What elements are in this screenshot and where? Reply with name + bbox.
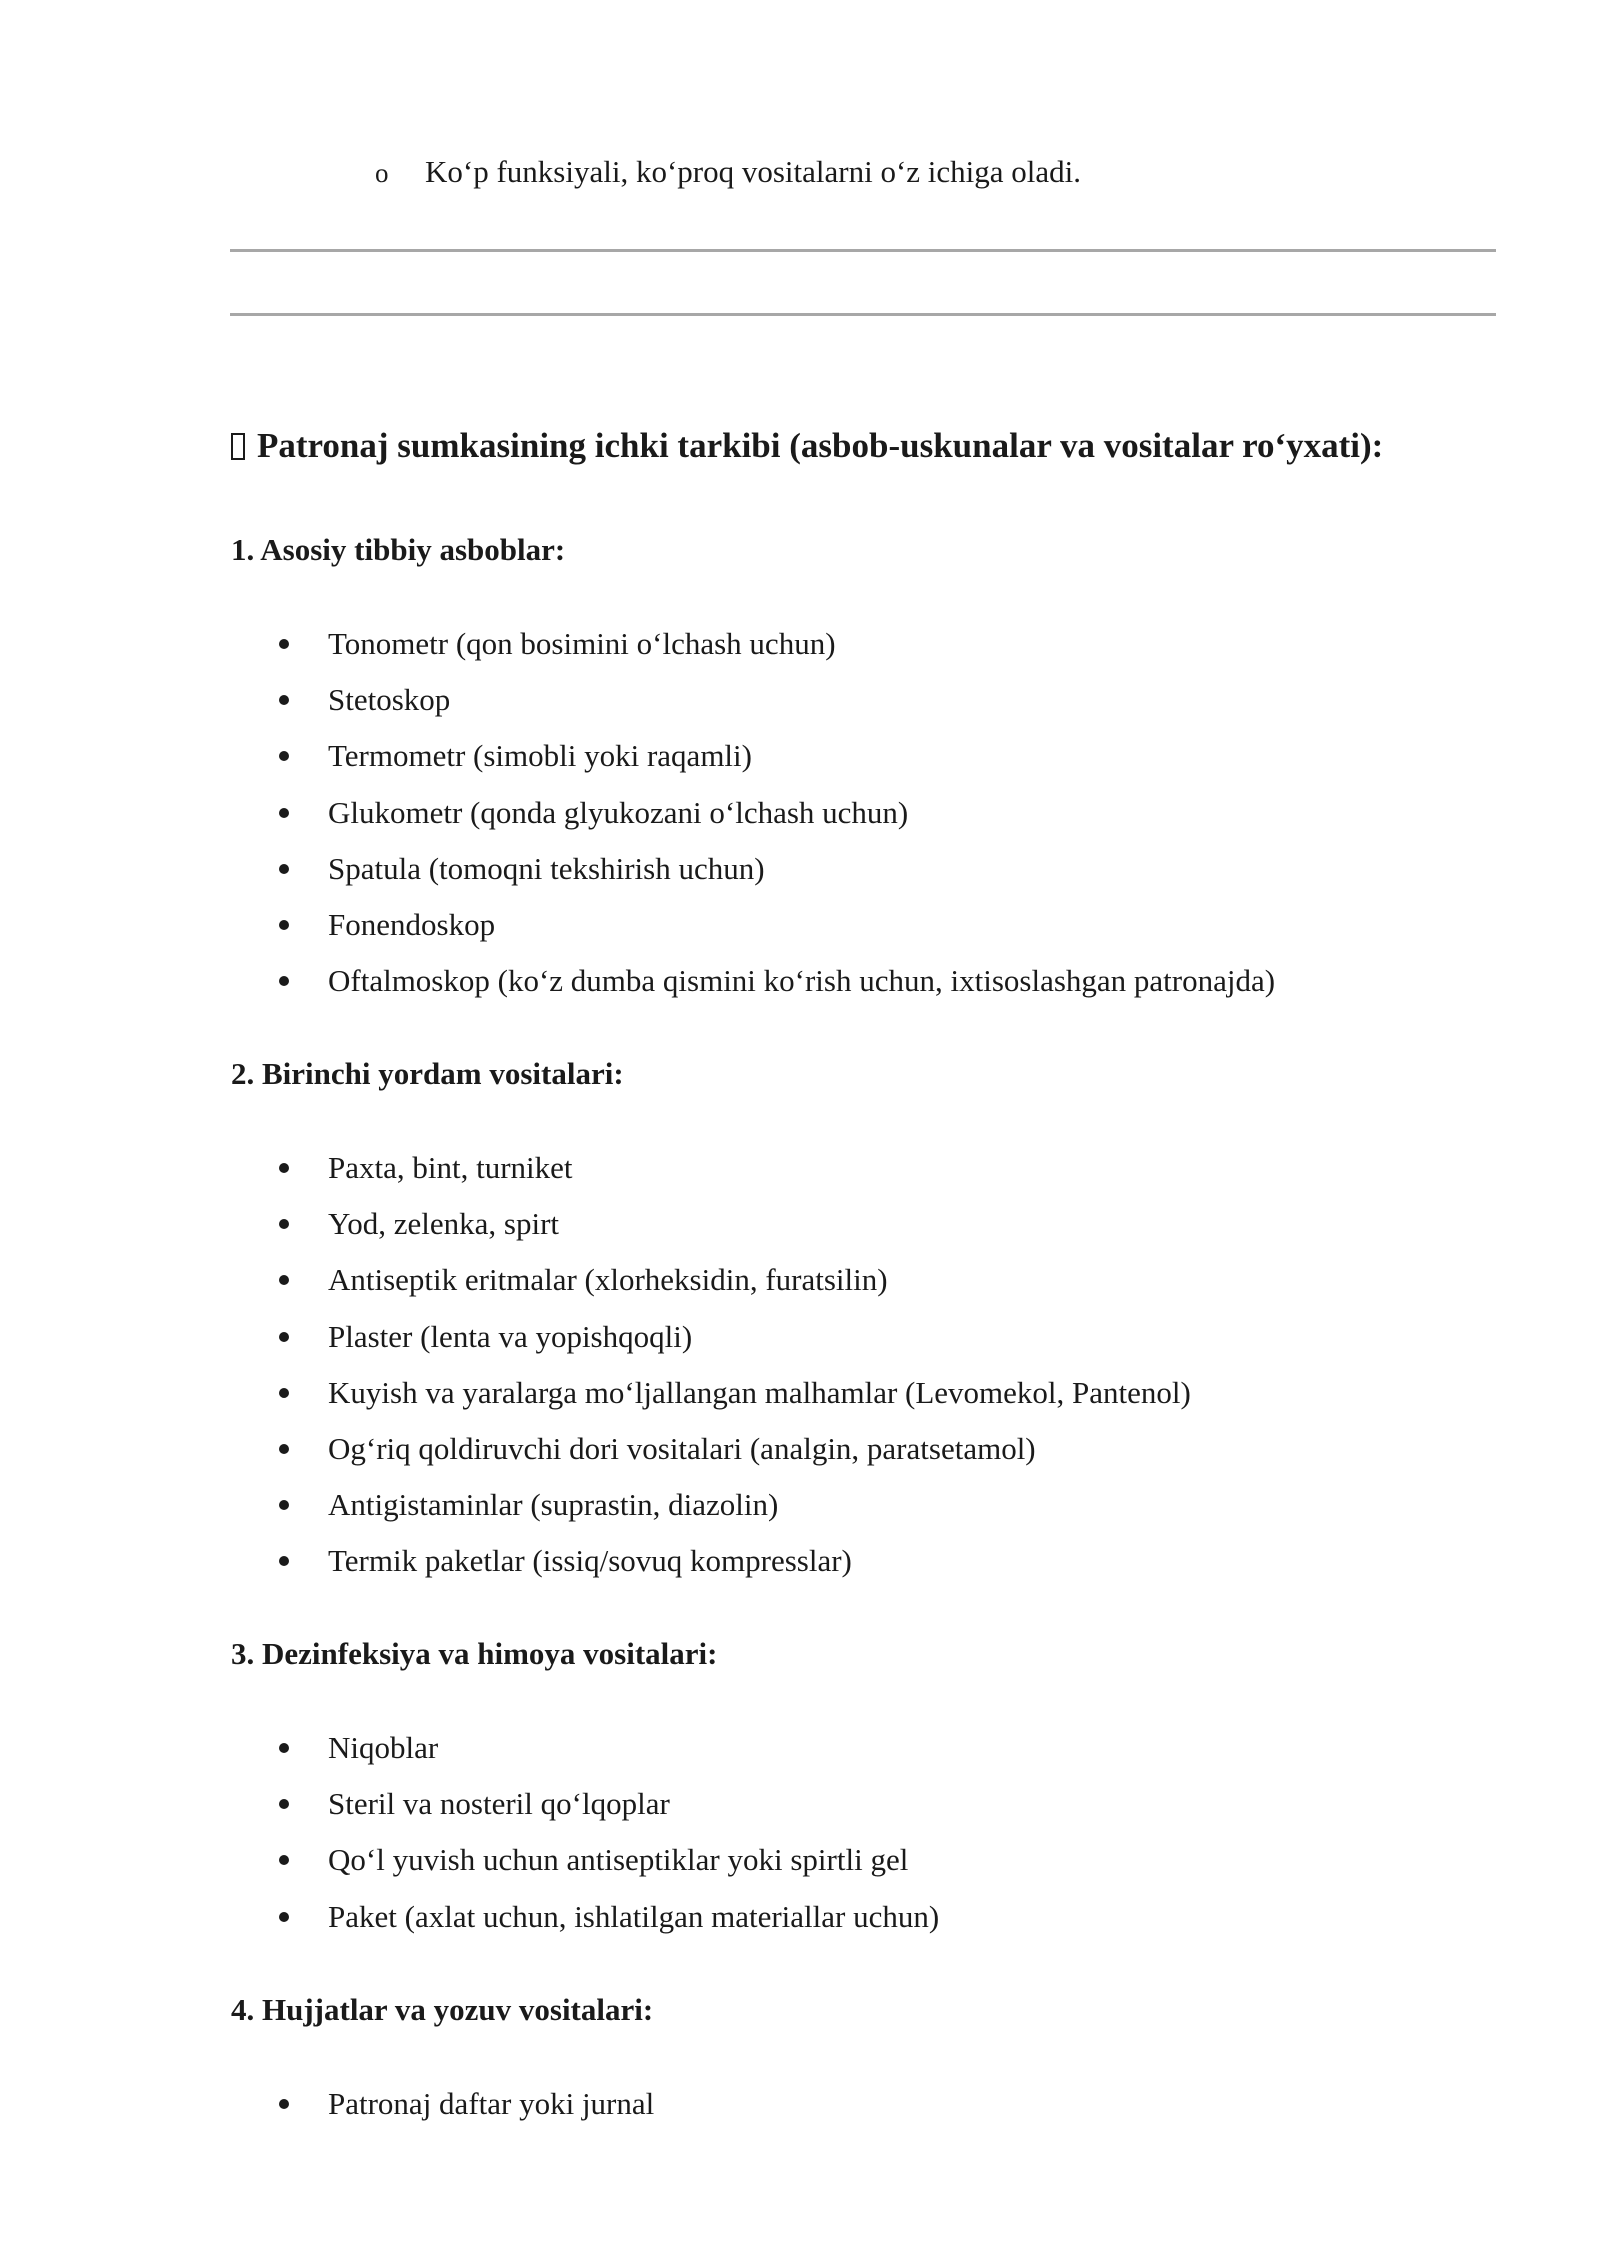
- list-item-text: Plaster (lenta va yopishqoqli): [328, 1318, 693, 1354]
- bullet-dot-icon: [279, 1799, 289, 1809]
- list-item-text: Termik paketlar (issiq/sovuq kompresslar): [328, 1543, 852, 1579]
- bullet-dot-icon: [279, 1444, 289, 1454]
- list-item-text: Niqoblar: [328, 1730, 439, 1765]
- bullet-dot-icon: [279, 1219, 289, 1229]
- bullet-dot-icon: [279, 639, 289, 649]
- missing-glyph-icon: [231, 433, 245, 460]
- subsection-heading: 1. Asosiy tibbiy asboblar:: [231, 532, 566, 567]
- bullet-dot-icon: [279, 1743, 289, 1753]
- horizontal-rule: [230, 313, 1496, 316]
- list-item-text: Ogʻriq qoldiruvchi dori vositalari (analgin, paratsetamol): [328, 1430, 1036, 1466]
- list-item-text: Fonendoskop: [328, 906, 496, 942]
- bullet-dot-icon: [279, 1556, 289, 1566]
- list-item-text: Stetoskop: [328, 682, 451, 718]
- list-item-text: Spatula (tomoqni tekshirish uchun): [328, 850, 765, 886]
- list-item-text: Qoʻl yuvish uchun antiseptiklar yoki spirtli gel: [328, 1842, 909, 1878]
- bullet-dot-icon: [279, 1388, 289, 1398]
- subsection-heading: 2. Birinchi yordam vositalari:: [231, 1056, 624, 1091]
- bullet-dot-icon: [279, 1275, 289, 1285]
- main-heading-text: Patronaj sumkasining ichki tarkibi (asbob-uskunalar va vositalar roʻyxati):: [257, 426, 1384, 465]
- bullet-dot-icon: [279, 2099, 289, 2109]
- list-item-text: Termometr (simobli yoki raqamli): [328, 738, 752, 774]
- list-item-text: Paket (axlat uchun, ishlatilgan materiallar uchun): [328, 1898, 940, 1934]
- list-item-text: Steril va nosteril qoʻlqoplar: [328, 1786, 670, 1822]
- bullet-dot-icon: [279, 920, 289, 930]
- sub-list-item-text: Koʻp funksiyali, koʻproq vositalarni oʻz ichiga oladi.: [425, 154, 1082, 189]
- bullet-dot-icon: [279, 976, 289, 986]
- circle-bullet-marker: o: [375, 158, 389, 188]
- bullet-dot-icon: [279, 695, 289, 705]
- bullet-dot-icon: [279, 864, 289, 874]
- list-item-text: Glukometr (qonda glyukozani oʻlchash uchun): [328, 794, 909, 830]
- list-item-text: Paxta, bint, turniket: [328, 1150, 573, 1185]
- sub-list-item: [375, 148, 1081, 197]
- bullet-dot-icon: [279, 1500, 289, 1510]
- bullet-dot-icon: [279, 751, 289, 761]
- bullet-dot-icon: [279, 1163, 289, 1173]
- list-item-text: Oftalmoskop (koʻz dumba qismini koʻrish uchun, ixtisoslashgan patronajda): [328, 963, 1276, 999]
- bullet-dot-icon: [279, 1855, 289, 1865]
- horizontal-rule: [230, 249, 1496, 252]
- bullet-dot-icon: [279, 808, 289, 818]
- bullet-dot-icon: [279, 1332, 289, 1342]
- list-item-text: Tonometr (qon bosimini oʻlchash uchun): [328, 626, 836, 661]
- list-item-text: Patronaj daftar yoki jurnal: [328, 2086, 655, 2121]
- section-heading-main: [231, 418, 1383, 474]
- list-item-text: Antigistaminlar (suprastin, diazolin): [328, 1487, 779, 1523]
- bullet-dot-icon: [279, 1912, 289, 1922]
- subsection-heading: 4. Hujjatlar va yozuv vositalari:: [231, 1992, 654, 2027]
- list-item-text: Antiseptik eritmalar (xlorheksidin, furatsilin): [328, 1262, 888, 1298]
- list-item-text: Kuyish va yaralarga moʻljallangan malhamlar (Levomekol, Pantenol): [328, 1374, 1191, 1410]
- subsection-heading: 3. Dezinfeksiya va himoya vositalari:: [231, 1636, 718, 1671]
- list-item-text: Yod, zelenka, spirt: [328, 1206, 560, 1242]
